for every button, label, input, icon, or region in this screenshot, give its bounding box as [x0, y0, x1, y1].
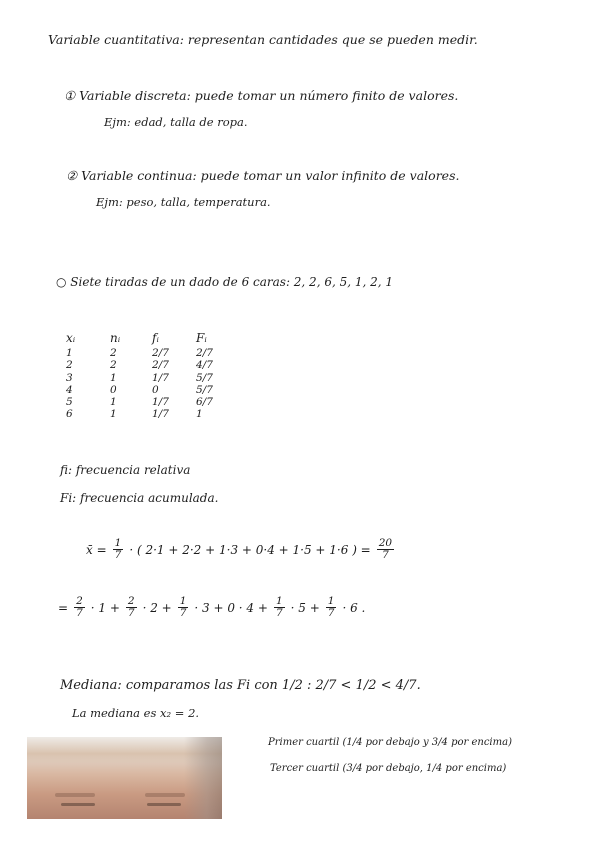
denominator: 7 — [382, 549, 389, 561]
definition-discrete: ① Variable discreta: puede tomar un número finito de valores. — [64, 88, 459, 103]
example-continuous: Ejm: peso, talla, temperatura. — [96, 195, 271, 209]
fraction — [126, 596, 137, 619]
cell: 2 — [110, 347, 117, 360]
median-result: La mediana es x₂ = 2. — [72, 706, 200, 720]
definition-continuous: ② Variable continua: puede tomar un valor infinito de valores. — [66, 168, 460, 183]
right-eye — [147, 803, 181, 806]
cell: 1/7 — [152, 371, 169, 384]
cell: 2/7 — [152, 359, 169, 372]
cell: 4 — [66, 383, 73, 396]
cell: 6/7 — [196, 396, 213, 409]
mean-symbol: x̄ = — [86, 542, 107, 557]
cell: 1 — [66, 347, 73, 360]
cell: 5/7 — [196, 383, 213, 396]
left-eye — [61, 803, 95, 806]
fraction — [113, 538, 124, 561]
webcam-face-photo — [27, 737, 222, 819]
mean-result-fraction — [377, 538, 394, 561]
definition-relative-frequency: fi: frecuencia relativa — [60, 463, 191, 477]
term: · 1 + — [90, 600, 120, 615]
header-xi: xᵢ — [66, 331, 76, 345]
example-discrete: Ejm: edad, talla de ropa. — [104, 115, 248, 129]
equals-sign: = — [58, 600, 69, 615]
median-comparison: Mediana: comparamos las Fi con 1/2 : 2/7 < 1/2 < 4/7. — [60, 678, 421, 693]
numerator: 1 — [327, 595, 335, 607]
first-quartile-note: Primer cuartil (1/4 por debajo y 3/4 por encima) — [268, 737, 512, 748]
column-Fi — [196, 332, 213, 420]
cell: 2 — [66, 359, 73, 372]
mean-sum: · ( 2·1 + 2·2 + 1·3 + 0·4 + 1·5 + 1·6 ) = — [129, 542, 371, 557]
fraction — [326, 596, 337, 619]
definition-cumulative-frequency: Fi: frecuencia acumulada. — [60, 491, 219, 505]
left-eyebrow — [55, 793, 95, 797]
fraction — [178, 596, 189, 619]
denominator: 7 — [179, 607, 187, 619]
cell: 1 — [110, 371, 117, 384]
numerator: 1 — [179, 595, 187, 607]
column-xi — [66, 332, 75, 420]
header-fi: fᵢ — [152, 331, 159, 345]
header-ni: nᵢ — [110, 331, 121, 345]
cell: 0 — [110, 383, 117, 396]
cell: 1/7 — [152, 396, 169, 409]
right-eyebrow — [145, 793, 185, 797]
denominator: 7 — [327, 607, 335, 619]
denominator: 7 — [275, 607, 283, 619]
cell: 2/7 — [196, 347, 213, 360]
cell: 2 — [110, 359, 117, 372]
cell: 6 — [66, 408, 73, 421]
third-quartile-note: Tercer cuartil (3/4 por debajo, 1/4 por encima) — [270, 763, 507, 774]
definition-quantitative: Variable cuantitativa: representan cantidades que se pueden medir. — [48, 32, 478, 47]
term: · 6 . — [342, 600, 366, 615]
column-fi — [152, 332, 169, 420]
term: · 5 + — [290, 600, 320, 615]
denominator: 7 — [76, 607, 83, 619]
cell: 1 — [110, 396, 117, 409]
numerator: 2 — [76, 595, 83, 607]
cell: 1 — [196, 408, 203, 421]
numerator: 1 — [114, 537, 122, 549]
cell: 5/7 — [196, 371, 213, 384]
cell: 3 — [66, 371, 73, 384]
numerator: 2 — [127, 595, 135, 607]
background-edge — [184, 737, 222, 819]
cell: 1/7 — [152, 408, 169, 421]
term: · 2 + — [142, 600, 172, 615]
mean-equation — [86, 538, 394, 561]
header-Fi: Fᵢ — [196, 331, 207, 345]
denominator: 7 — [127, 607, 135, 619]
cell: 2/7 — [152, 347, 169, 360]
column-ni — [110, 332, 120, 420]
denominator: 7 — [114, 549, 122, 561]
cell: 4/7 — [196, 359, 213, 372]
term: · 3 + 0 · 4 + — [194, 600, 268, 615]
fraction — [274, 596, 285, 619]
cell: 0 — [152, 383, 159, 396]
mean-expansion — [58, 596, 365, 619]
fraction — [74, 596, 85, 619]
dice-statement: ○ Siete tiradas de un dado de 6 caras: 2, 2, 6, 5, 1, 2, 1 — [56, 275, 394, 289]
numerator: 1 — [275, 595, 283, 607]
cell: 1 — [110, 408, 117, 421]
numerator: 20 — [378, 537, 393, 549]
cell: 5 — [66, 396, 73, 409]
